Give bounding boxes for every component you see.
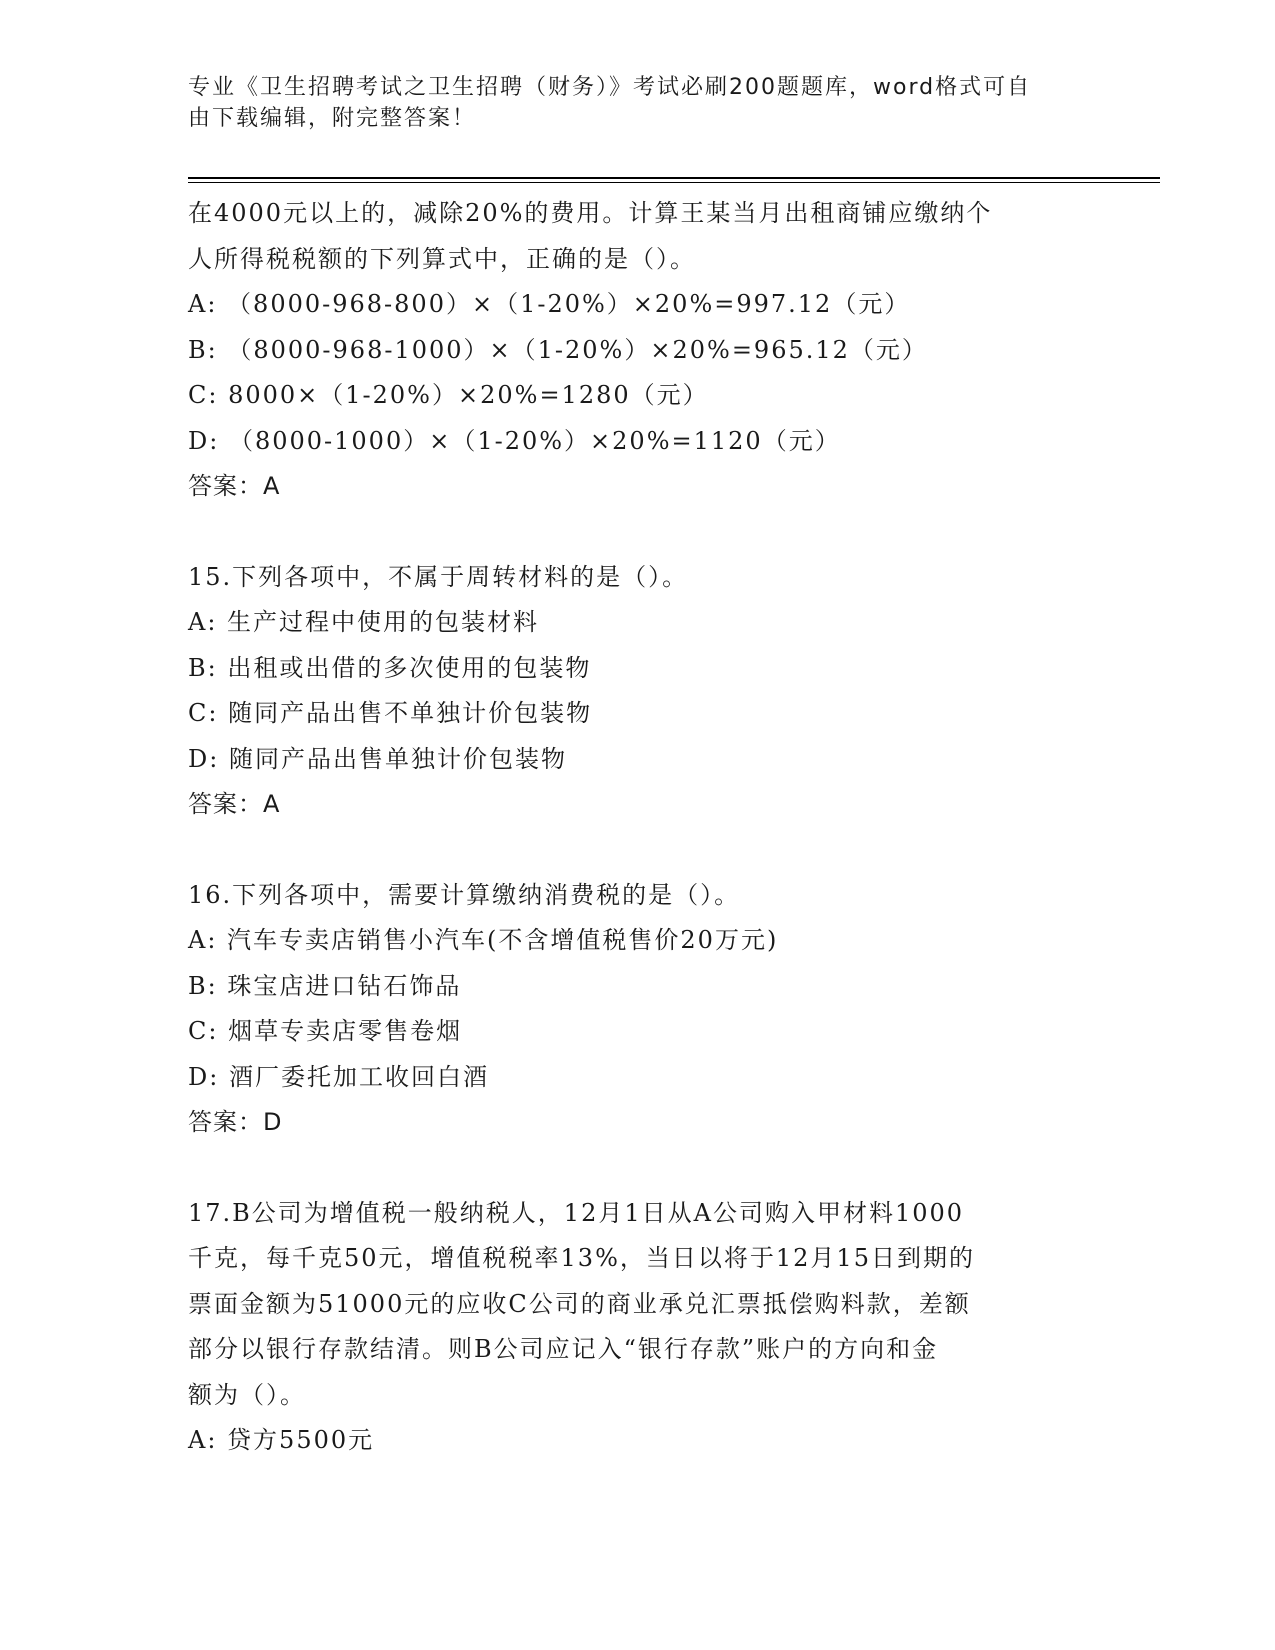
option-b: B: 珠宝店进口钻石饰品 bbox=[188, 971, 462, 1000]
page-header bbox=[188, 72, 1068, 134]
question-17 bbox=[188, 1191, 1068, 1464]
question-16 bbox=[188, 873, 1068, 1146]
option-b: B: 出租或出借的多次使用的包装物 bbox=[188, 653, 592, 682]
header-rule-thick bbox=[188, 177, 1160, 179]
option-c: C: 随同产品出售不单独计价包装物 bbox=[188, 699, 593, 727]
document-body bbox=[188, 191, 1068, 1464]
spacer bbox=[188, 828, 1068, 873]
question-stem-line: 票面金额为51000元的应收C公司的商业承兑汇票抵偿购料款，差额 bbox=[188, 1289, 971, 1318]
answer-line: 答案：D bbox=[188, 1108, 283, 1136]
question-stem-line: 在4000元以上的，减除20%的费用。计算王某当月出租商铺应缴纳个 bbox=[188, 199, 993, 227]
option-d: D: （8000-1000）×（1-20%）×20%=1120（元） bbox=[188, 426, 841, 455]
option-d: D: 酒厂委托加工收回白酒 bbox=[188, 1062, 489, 1091]
question-stem-line: 额为（）。 bbox=[188, 1380, 306, 1409]
header-rule-thin bbox=[188, 182, 1160, 183]
option-a: A: 汽车专卖店销售小汽车(不含增值税售价20万元) bbox=[188, 926, 779, 954]
option-a: A: 生产过程中使用的包装材料 bbox=[188, 608, 540, 636]
question-stem-line: 部分以银行存款结清。则B公司应记入“银行存款”账户的方向和金 bbox=[188, 1335, 939, 1363]
question-stem-line: 17.B公司为增值税一般纳税人，12月1日从A公司购入甲材料1000 bbox=[188, 1198, 965, 1227]
spacer bbox=[188, 510, 1068, 555]
question-stem-line: 千克，每千克50元，增值税税率13%，当日以将于12月15日到期的 bbox=[188, 1244, 975, 1272]
question-stem-line: 16.下列各项中，需要计算缴纳消费税的是（）。 bbox=[188, 880, 741, 909]
answer-line: 答案：A bbox=[188, 472, 281, 500]
option-a: A: 贷方5500元 bbox=[188, 1426, 375, 1454]
option-a: A: （8000-968-800）×（1-20%）×20%=997.12（元） bbox=[188, 290, 911, 318]
question-14 bbox=[188, 191, 1068, 510]
question-stem-line: 人所得税税额的下列算式中，正确的是（）。 bbox=[188, 244, 696, 273]
question-15 bbox=[188, 555, 1068, 828]
option-d: D: 随同产品出售单独计价包装物 bbox=[188, 744, 567, 773]
header-line-2: 由下载编辑，附完整答案！ bbox=[188, 106, 477, 131]
option-c: C: 8000×（1-20%）×20%=1280（元） bbox=[188, 381, 709, 409]
header-line-1: 专业《卫生招聘考试之卫生招聘（财务）》考试必刷200题题库，word格式可自 bbox=[188, 75, 1032, 100]
option-c: C: 烟草专卖店零售卷烟 bbox=[188, 1017, 463, 1045]
spacer bbox=[188, 1146, 1068, 1191]
option-b: B: （8000-968-1000）×（1-20%）×20%=965.12（元） bbox=[188, 335, 928, 364]
question-stem-line: 15.下列各项中，不属于周转材料的是（）。 bbox=[188, 562, 689, 591]
answer-line: 答案：A bbox=[188, 790, 281, 818]
